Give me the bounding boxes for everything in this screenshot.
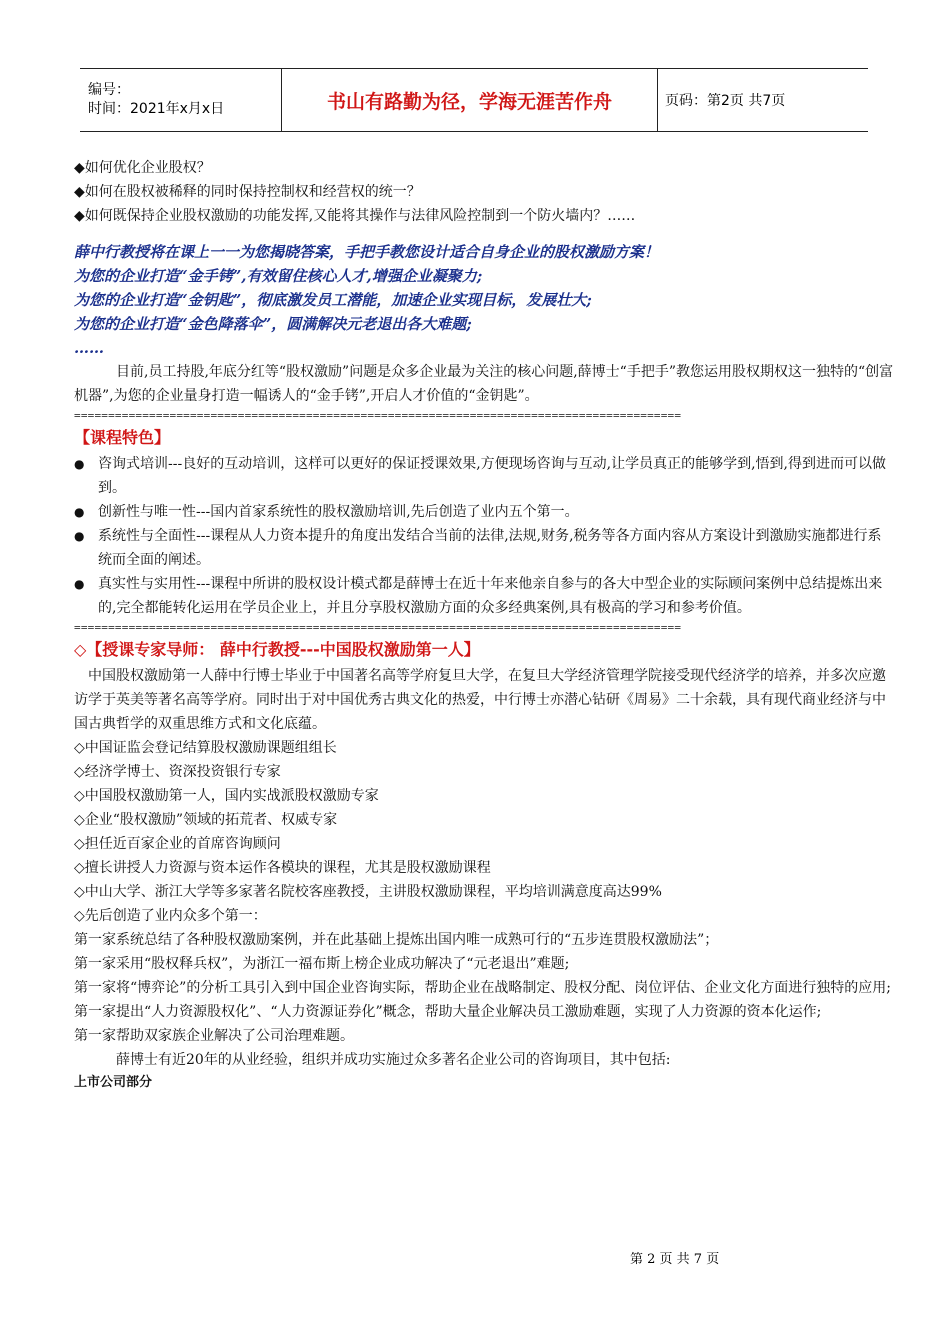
intro-paragraph: 目前,员工持股,年底分红等“股权激励”问题是众多企业最为关注的核心问题,薛博士“手把手”教您运用股权期权这一独特的“创富机器”,为您的企业量身打造一幅诱人的“金手铐”,开启人才价值的“金钥匙”。 xyxy=(74,364,894,404)
expert-title: ◇擅长讲授人力资源与资本运作各模块的课程，尤其是股权激励课程 xyxy=(74,860,491,876)
listed-section-heading: 上市公司部分 xyxy=(74,1075,153,1090)
bullet-icon: ● xyxy=(74,577,85,591)
expert-title: ◇经济学博士、资深投资银行专家 xyxy=(74,764,281,780)
separator-line: ========================================================================================= xyxy=(74,621,682,634)
feature-item xyxy=(74,572,894,620)
first-item: 第一家帮助双家族企业解决了公司治理难题。 xyxy=(74,1028,354,1044)
document-body xyxy=(74,156,894,1094)
expert-title: ◇中山大学、浙江大学等多家著名院校客座教授，主讲股权激励课程，平均培训满意度高达99% xyxy=(74,884,662,900)
expert-bio: 中国股权激励第一人薛中行博士毕业于中国著名高等学府复旦大学，在复旦大学经济管理学院接受现代经济学的培养，并多次应邀访学于英美等著名高等学府。同时出于对中国优秀古典文化的热爱，中行博士亦潜心钻研《周易》二十余载，具有现代商业经济与中国古典哲学的双重思维方式和文化底蕴。 xyxy=(74,668,886,732)
first-item: 第一家采用“股权释兵权”，为浙江一福布斯上榜企业成功解决了“元老退出”难题; xyxy=(74,956,570,972)
question-item: ◆如何优化企业股权？ xyxy=(74,160,211,176)
feature-text: 真实性与实用性---课程中所讲的股权设计模式都是薛博士在近十年来他亲自参与的各大中型企业的实际顾问案例中总结提炼出来的,完全都能转化运用在学员企业上，并且分享股权激励方面的众多经典案例,具有极高的学习和参考价值。 xyxy=(98,576,883,616)
highlight-line: 为您的企业打造“金色降落伞”，圆满解决元老退出各大难题; xyxy=(74,315,472,333)
feature-text: 咨询式培训---良好的互动培训，这样可以更好的保证授课效果,方便现场咨询与互动,让学员真正的能够学到,悟到,得到进而可以做到。 xyxy=(98,456,886,496)
question-item: ◆如何既保持企业股权激励的功能发挥,又能将其操作与法律风险控制到一个防火墙内？…… xyxy=(74,208,636,224)
header-motto-cell xyxy=(282,69,658,131)
document-header xyxy=(80,68,868,132)
expert-title: ◇担任近百家企业的首席咨询顾问 xyxy=(74,836,281,852)
expert-title: ◇先后创造了业内众多个第一： xyxy=(74,908,267,924)
expert-title: ◇企业“股权激励”领域的拓荒者、权威专家 xyxy=(74,812,338,828)
question-item: ◆如何在股权被稀释的同时保持控制权和经营权的统一？ xyxy=(74,184,421,200)
bullet-icon: ● xyxy=(74,457,85,471)
header-meta xyxy=(80,69,282,131)
page-footer: 第 2 页 共 7 页 xyxy=(630,1252,720,1267)
highlight-line: 为您的企业打造“金手铐”,有效留住核心人才,增强企业凝聚力; xyxy=(74,267,483,285)
expert-title: ◇中国股权激励第一人，国内实战派股权激励专家 xyxy=(74,788,379,804)
first-item: 第一家系统总结了各种股权激励案例，并在此基础上提炼出国内唯一成熟可行的“五步连贯股权激励法”； xyxy=(74,932,719,948)
feature-item xyxy=(74,500,894,524)
header-page-label: 页码：第2页 共7页 xyxy=(665,93,786,109)
highlight-line: 薛中行教授将在课上一一为您揭晓答案，手把手教您设计适合自身企业的股权激励方案！ xyxy=(74,243,660,261)
time-label: 时间：2021年x月x日 xyxy=(88,101,225,117)
header-page-cell xyxy=(658,69,868,131)
feature-text: 系统性与全面性---课程从人力资本提升的角度出发结合当前的法律,法规,财务,税务等各方面内容从方案设计到激励实施都进行系统而全面的阐述。 xyxy=(98,528,882,568)
expert-heading: ◇【授课专家导师： 薛中行教授---中国股权激励第一人】 xyxy=(74,640,480,659)
experience-paragraph: 薛博士有近20年的从业经验，组织并成功实施过众多著名企业公司的咨询项目，其中包括: xyxy=(116,1052,671,1068)
feature-item xyxy=(74,524,894,572)
feature-item xyxy=(74,452,894,500)
separator-line: ========================================================================================= xyxy=(74,409,682,422)
feature-text: 创新性与唯一性---国内首家系统性的股权激励培训,先后创造了业内五个第一。 xyxy=(98,504,579,520)
highlight-line: 为您的企业打造“金钥匙”，彻底激发员工潜能，加速企业实现目标，发展壮大; xyxy=(74,291,592,309)
header-motto: 书山有路勤为径，学海无涯苦作舟 xyxy=(326,90,612,113)
expert-title: ◇中国证监会登记结算股权激励课题组组长 xyxy=(74,740,337,756)
first-item: 第一家提出“人力资源股权化”、“人力资源证券化”概念，帮助大量企业解决员工激励难题，实现了人力资源的资本化运作; xyxy=(74,1004,822,1020)
features-heading: 【课程特色】 xyxy=(74,428,171,447)
bullet-icon: ● xyxy=(74,505,85,519)
number-label: 编号： xyxy=(88,82,130,98)
highlight-line: …… xyxy=(74,339,104,357)
bullet-icon: ● xyxy=(74,529,85,543)
first-item: 第一家将“博弈论”的分析工具引入到中国企业咨询实际，帮助企业在战略制定、股权分配、岗位评估、企业文化方面进行独特的应用; xyxy=(74,980,892,996)
